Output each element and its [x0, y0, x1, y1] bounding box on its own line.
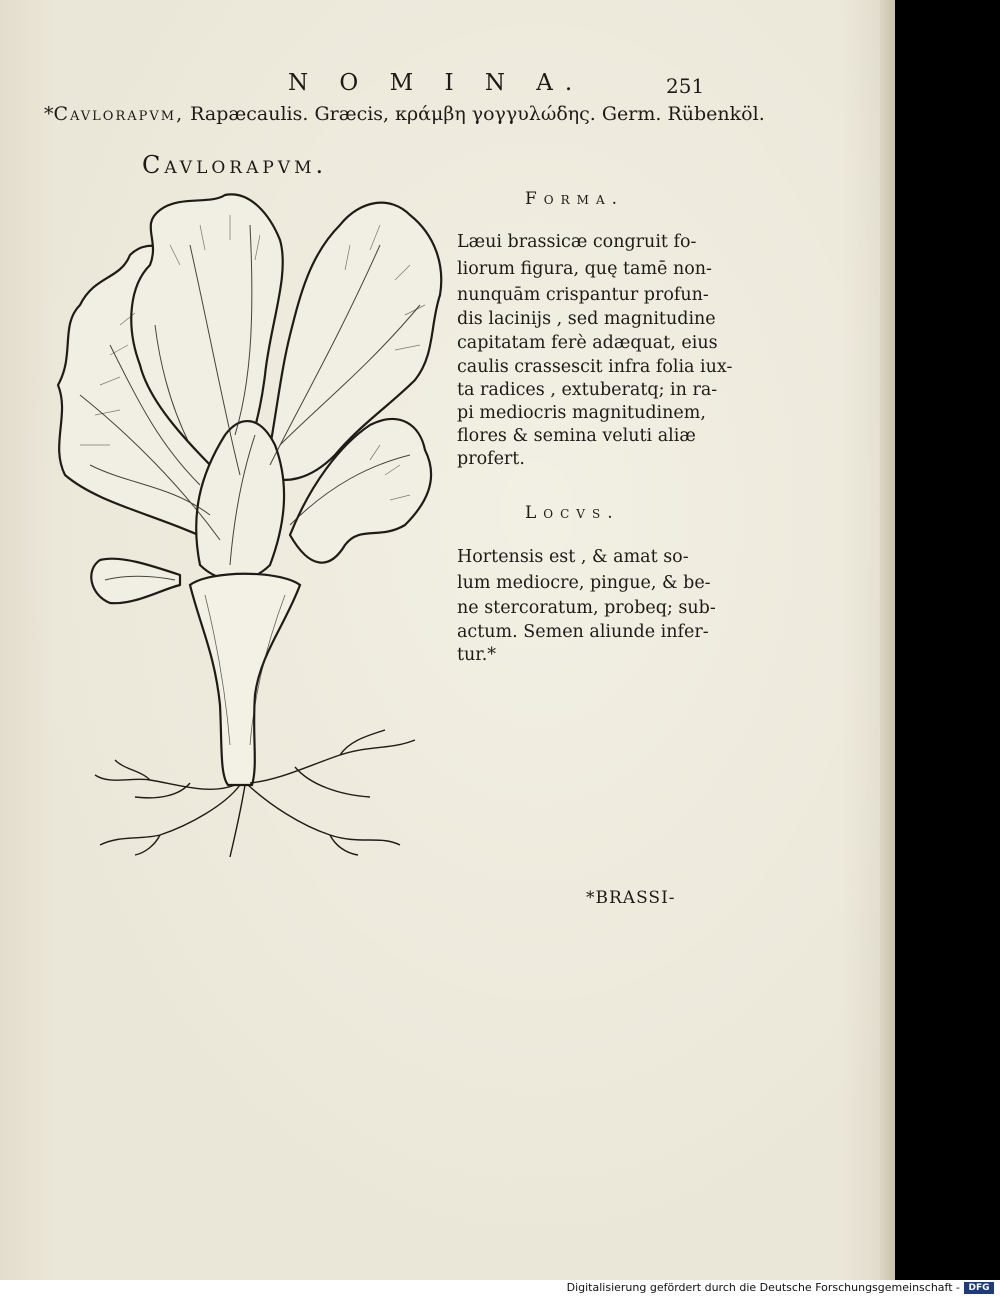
- plant-name-line: [44, 103, 765, 125]
- running-head: N O M I N A.: [288, 70, 585, 96]
- synonyms-text: Rapæcaulis. Græcis, κράμβη γογγυλώδης. Germ. Rübenköl.: [184, 103, 765, 125]
- forma-line: nunquām crispantur profun-: [457, 285, 709, 305]
- digitization-credit: Digitalisierung gefördert durch die Deutsche Forschungsgemeinschaft -: [566, 1281, 960, 1294]
- woodcut-illustration: [40, 185, 460, 860]
- plant-name: Cavlorapvm,: [53, 103, 185, 125]
- forma-line: flores & semina veluti aliæ: [457, 426, 696, 446]
- forma-line: dis lacinijs , sed magnitudine: [457, 309, 716, 329]
- locus-line: tur.*: [457, 645, 497, 665]
- locus-line: actum. Semen aliunde infer-: [457, 622, 709, 642]
- bulb-stem: [190, 574, 300, 785]
- forma-line: Læui brassicæ congruit fo-: [457, 232, 697, 252]
- heading-forma: Forma.: [525, 189, 625, 209]
- locus-line: ne stercoratum, probeq; sub-: [457, 598, 716, 618]
- figure-caption: Cavlorapvm.: [142, 151, 328, 179]
- catchword: *BRASSI-: [586, 888, 676, 908]
- page-edge: [880, 0, 895, 1280]
- forma-line: profert.: [457, 449, 525, 469]
- leaf-small-left: [91, 559, 180, 604]
- forma-line: pi mediocris magnitudinem,: [457, 403, 706, 423]
- dfg-logo[interactable]: DFG: [964, 1282, 994, 1294]
- page-number: 251: [666, 74, 705, 98]
- forma-line: capitatam ferè adæquat, eius: [457, 333, 718, 353]
- forma-line: ta radices , extuberatq; in ra-: [457, 380, 718, 400]
- locus-line: Hortensis est , & amat so-: [457, 547, 689, 567]
- marker-asterisk: *: [44, 103, 54, 125]
- forma-line: liorum figura, quę tamē non-: [457, 259, 712, 279]
- heading-locus: Locvs.: [525, 503, 620, 523]
- locus-line: lum mediocre, pingue, & be-: [457, 573, 711, 593]
- forma-line: caulis crassescit infra folia iux-: [457, 357, 733, 377]
